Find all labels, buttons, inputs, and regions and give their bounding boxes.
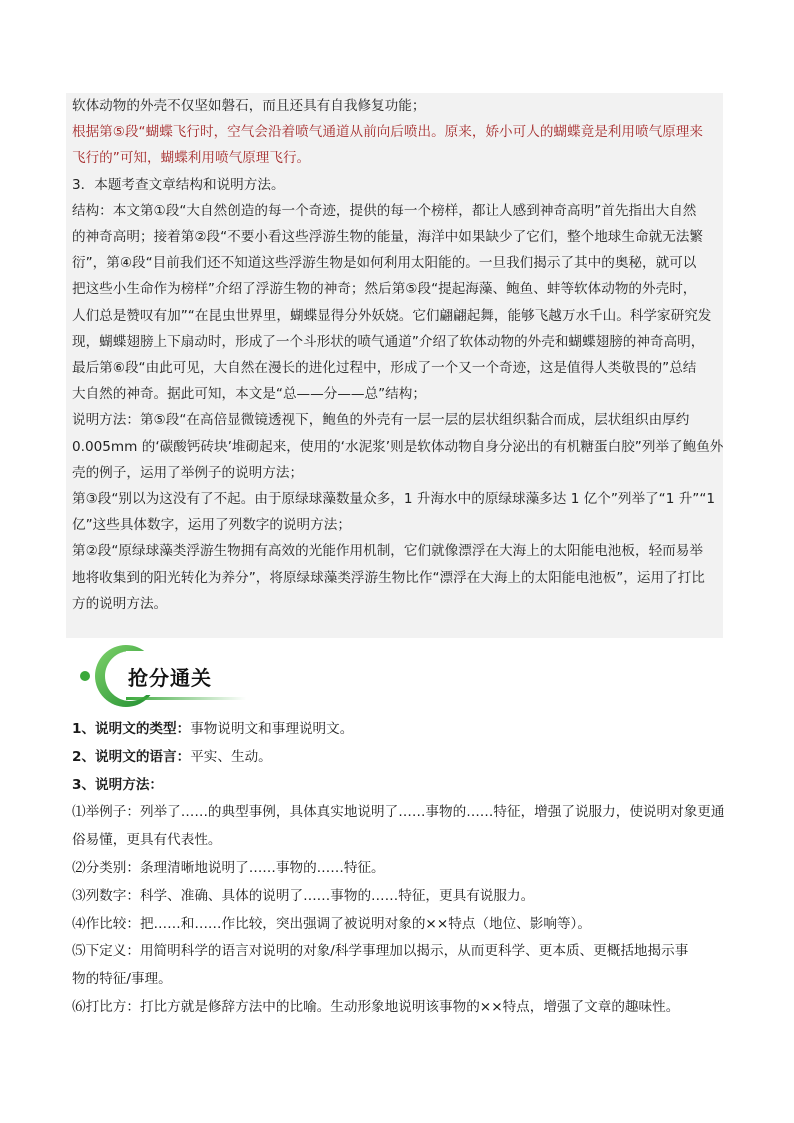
method-line: 物的特征/事理。 [72,971,172,988]
answer-explanation-box [66,93,723,638]
answer-line: 方的说明方法。 [72,595,168,612]
tip-label: 3、说明方法： [72,776,164,793]
tip-label: 1、说明文的类型： [72,721,191,737]
answer-line: 现，蝴蝶翅膀上下扇动时，形成了一个斗形状的喷气通道”介绍了软体动物的外壳和蝴蝶翅膀的神奇高明， [72,333,705,350]
answer-line: 大自然的神奇。据此可知，本文是“总——分——总”结构； [72,386,426,403]
tip-text: 事物说明文和事理说明文。 [190,721,354,737]
method-line: ⑷作比较：把……和……作比较，突出强调了被说明对象的××特点（地位、影响等）。 [72,915,591,932]
tip-item [72,716,732,744]
answer-line: 第③段“别以为这没有了不起。由于原绿球藻数量众多，1 升海水中的原绿球藻多达 1 亿个”列举了“1 升”“1 [72,491,716,508]
answer-line: 壳的例子，运用了举例子的说明方法； [72,464,304,481]
answer-line: 根据第⑤段“蝴蝶飞行时，空气会沿着喷气通道从前向后喷出。原来，娇小可人的蝴蝶竟是利用喷气原理来 [72,124,703,141]
tips-section [72,716,732,1022]
answer-line: 亿”这些具体数字，运用了列数字的说明方法； [72,517,351,534]
answer-line: 最后第⑥段“由此可见，大自然在漫长的进化过程中，形成了一个又一个奇迹，这是值得人类敬畏的”总结 [72,360,697,377]
method-line: ⑶列数字：科学、准确、具体的说明了……事物的……特征，更具有说服力。 [72,887,535,904]
tip-item [72,744,732,772]
tip-label: 2、说明文的语言： [72,748,191,765]
answer-line: 衍”，第④段“目前我们还不知道这些浮游生物是如何利用太阳能的。一旦我们揭示了其中的奥秘，就可以 [72,255,697,272]
answer-line: 结构：本文第①段“大自然创造的每一个奇迹，提供的每一个榜样，都让人感到神奇高明”首先指出大自然 [72,202,697,219]
answer-line: 软体动物的外壳不仅坚如磐石，而且还具有自我修复功能； [72,98,426,114]
answer-line: 说明方法：第⑤段“在高倍显微镜透视下，鲍鱼的外壳有一层一层的层状组织黏合而成，层状组织由厚约 [72,412,690,429]
answer-line: 飞行的”可知，蝴蝶利用喷气原理飞行。 [72,150,311,167]
method-line: ⑵分类别：条理清晰地说明了……事物的……特征。 [72,859,385,876]
badge-underline [126,697,246,700]
answer-line: 0.005mm 的‘碳酸钙砖块’堆砌起来，使用的‘水泥浆’则是软体动物自身分泌出的有机糖蛋白胶”列举了鲍鱼外 [72,438,723,455]
answer-line: 第②段“原绿球藻类浮游生物拥有高效的光能作用机制，它们就像漂浮在大海上的太阳能电池板，轻而易举 [72,543,703,560]
tip-item [72,772,732,800]
answer-line: 地将收集到的阳光转化为养分”，将原绿球藻类浮游生物比作“漂浮在大海上的太阳能电池板”，运用了打比 [72,569,705,586]
method-line: ⑹打比方：打比方就是修辞方法中的比喻。生动形象地说明该事物的××特点，增强了文章的趣味性。 [72,998,680,1015]
answer-line: 3．本题考查文章结构和说明方法。 [72,176,285,193]
badge-dot [80,671,90,681]
method-line: 俗易懂，更具有代表性。 [72,832,222,849]
method-line: ⑴举例子：列举了……的典型事例，具体真实地说明了……事物的……特征，增强了说服力，使说明对象更通 [72,804,725,821]
answer-line: 的神奇高明；接着第②段“不要小看这些浮游生物的能量，海洋中如果缺少了它们，整个地球生命就无法繁 [72,229,703,246]
section-title: 抢分通关 [128,666,212,690]
answer-line: 把这些小生命作为榜样”介绍了浮游生物的神奇；然后第⑤段“提起海藻、鲍鱼、蚌等软体动物的外壳时， [72,281,697,298]
tip-text: 平实、生动。 [190,748,272,765]
method-line: ⑸下定义：用简明科学的语言对说明的对象/科学事理加以揭示，从而更科学、更本质、更概括地揭示事 [72,943,689,960]
answer-line: 人们总是赞叹有加”“在昆虫世界里，蝴蝶显得分外妖娆。它们翩翩起舞，能够飞越万水千山。科学家研究发 [72,307,712,324]
